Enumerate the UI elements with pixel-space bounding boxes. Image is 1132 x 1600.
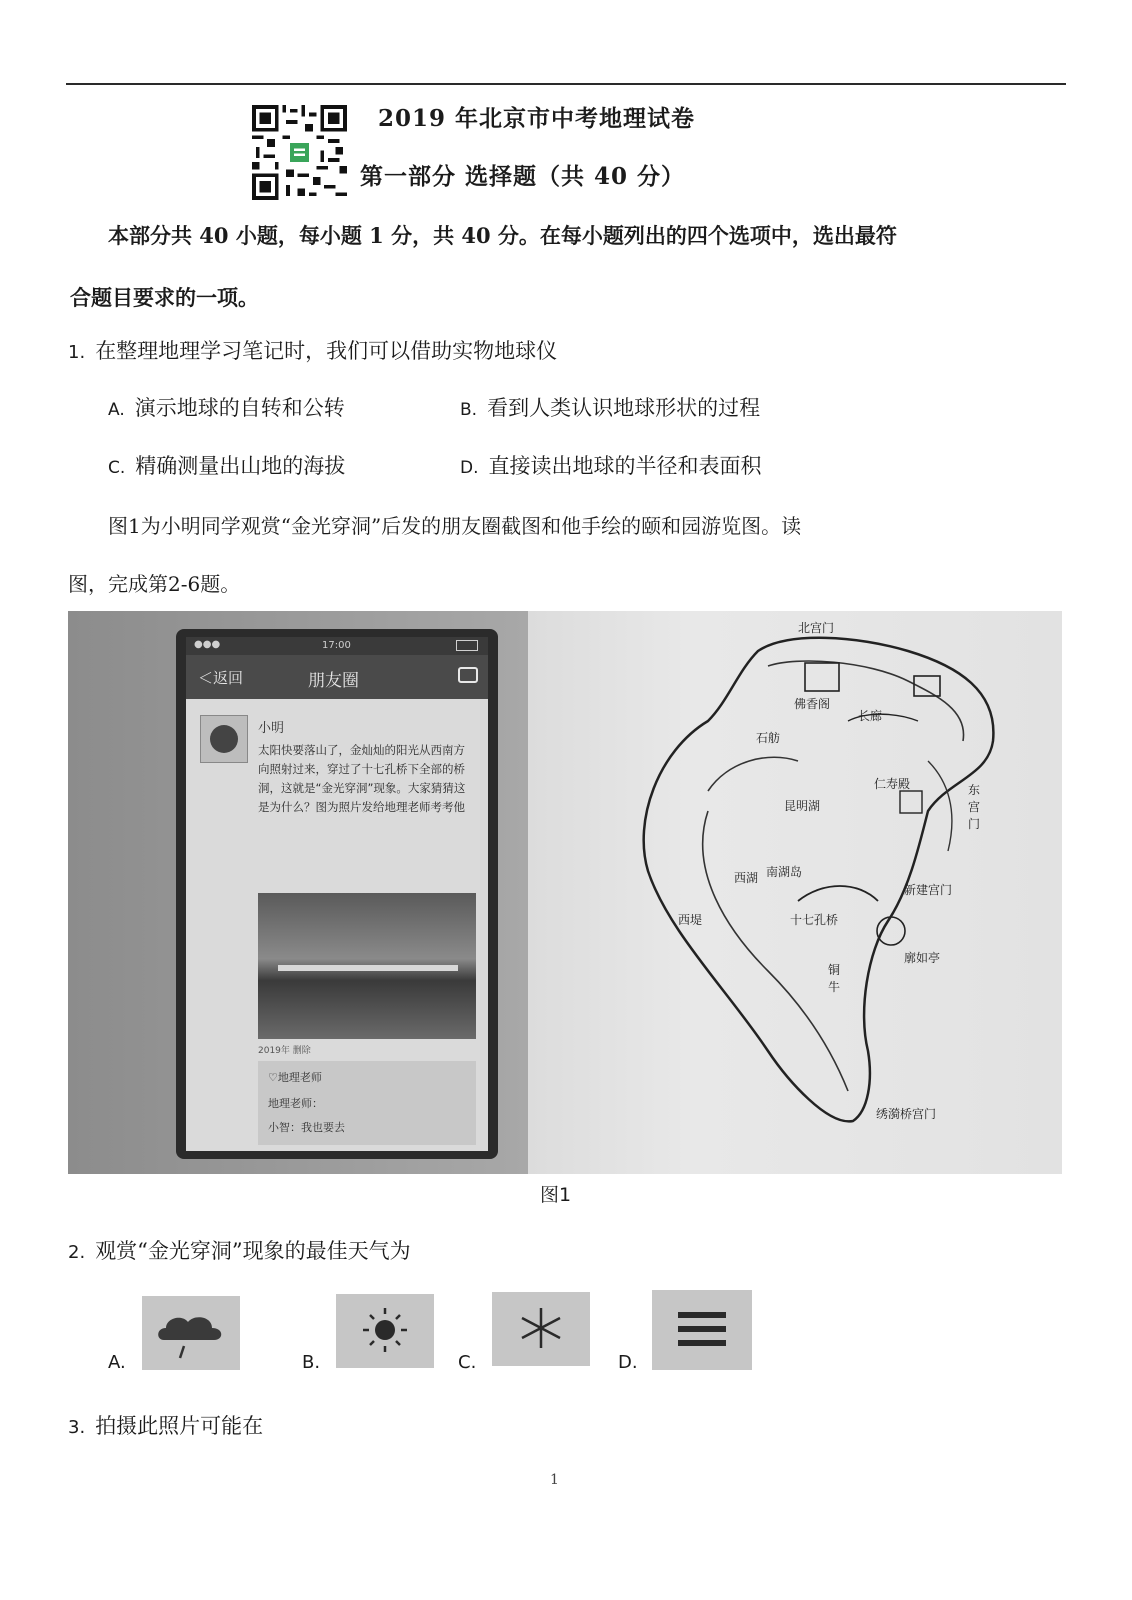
status-time: 17:00 [322,640,351,651]
option-text: 直接读出地球的半径和表面积 [488,454,762,478]
instructions-line-2: 合题目要求的一项。 [70,285,259,310]
signal-icon: ●●● [194,639,221,650]
sun-icon [336,1294,434,1368]
q2-option-d-label: D. [618,1352,638,1373]
map-label-south-gate: 绣漪桥宫门 [876,1107,937,1121]
poster-name: 小明 [258,721,285,736]
comment-2: 小智：我也要去 [268,1121,345,1134]
rain-cloud-icon [142,1296,240,1370]
q1-option-c [108,450,345,480]
option-text: 看到人类认识地球形状的过程 [487,396,761,420]
map-label-bridge: 十七孔桥 [790,913,839,927]
intro-line-1: 图1为小明同学观赏“金光穿洞”后发的朋友圈截图和他手绘的颐和园游览图。读 [108,514,802,538]
option-label: A. [108,400,125,420]
map-label-shifang: 石舫 [756,731,781,745]
nav-title: 朋友圈 [308,671,359,691]
question-3 [68,1410,263,1440]
page-number: 1 [550,1472,559,1488]
option-text: 精确测量出山地的海拔 [135,454,346,478]
comment-1: 地理老师： [268,1097,323,1110]
back-button: ＜返回 [198,669,244,687]
map-label-kuoru: 廓如亭 [904,951,941,965]
q2-option-b-label: B. [302,1352,321,1373]
map-label-foxiang: 佛香阁 [794,697,831,711]
map-label-nanhu: 南湖岛 [766,865,803,879]
question-number: 3. [68,1417,86,1438]
option-label: D. [460,458,479,478]
map-label-north-gate: 北宫门 [798,621,835,635]
figure-1-photo [68,611,1062,1174]
map-label-east-gate: 东宫门 [968,783,981,831]
q1-option-d [460,450,762,480]
q1-option-b [460,392,760,422]
question-2 [68,1235,411,1265]
map-label-tongniu: 铜牛 [828,963,841,994]
map-label-west-lake: 西湖 [734,871,759,885]
post-meta: 2019年 删除 [258,1046,311,1056]
map-label-renshou: 仁寿殿 [874,777,911,791]
option-label: C. [108,458,126,478]
map-label-kunming: 昆明湖 [784,799,821,813]
option-label: B. [460,400,478,420]
section-heading: 第一部分 选择题（共 40 分） [360,163,686,190]
option-text: 演示地球的自转和公转 [134,396,345,420]
likes-title: ♡地理老师 [268,1071,322,1084]
question-stem: 在整理地理学习笔记时，我们可以借助实物地球仪 [95,339,558,363]
instructions-line-1: 本部分共 40 小题，每小题 1 分，共 40 分。在每小题列出的四个选项中，选出最符 [108,223,897,248]
question-stem: 拍摄此照片可能在 [95,1414,264,1438]
map-label-new-gate: 新建宫门 [904,883,953,897]
map-label-xidi: 西堤 [678,913,703,927]
page-title: 2019 年北京市中考地理试卷 [378,105,696,132]
figure-caption: 图1 [540,1184,572,1206]
question-number: 2. [68,1242,86,1263]
q1-option-a [108,392,345,422]
question-number: 1. [68,342,86,363]
qr-code-icon [252,105,347,200]
intro-line-2: 图，完成第2-6题。 [68,572,241,596]
snowflake-icon [492,1292,590,1366]
question-stem: 观赏“金光穿洞”现象的最佳天气为 [95,1239,411,1263]
post-text: 太阳快要落山了，金灿灿的阳光从西南方向照射过来，穿过了十七孔桥下全部的桥洞，这就是“金光穿洞”现象。大家猜猜这是为什么？图为照片发给地理老师考考他 [258,743,466,814]
question-1 [68,335,557,365]
map-label-changlang: 长廊 [858,709,883,723]
q2-option-c-label: C. [458,1352,477,1373]
fog-icon [652,1290,752,1370]
top-rule [66,83,1066,85]
q2-option-a-label: A. [108,1352,126,1373]
